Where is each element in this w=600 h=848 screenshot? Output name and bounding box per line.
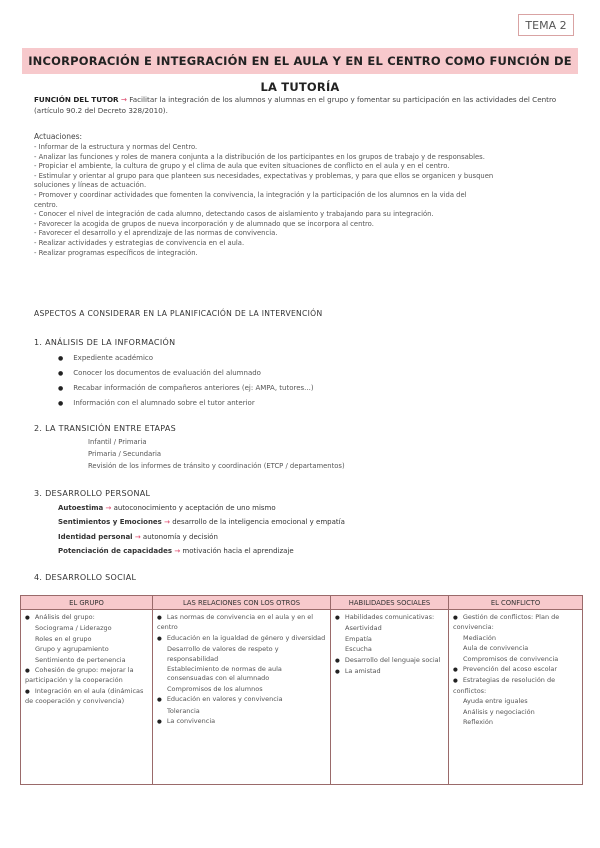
table-cell-item: ● Educación en la igualdad de género y diversidad xyxy=(157,634,327,644)
activity-line: - Informar de la estructura y normas del Centro. xyxy=(34,143,198,151)
activity-line: - Propiciar el ambiente, la cultura de grupo y el clima de aula que eviten situaciones de conflicto en el aula y en el centro. xyxy=(34,162,450,171)
table-cell-item: ● Educación en valores y convivencia xyxy=(157,695,327,705)
personal-item-key: Sentimientos y Emociones xyxy=(58,518,162,526)
section-1-title: 1. ANÁLISIS DE LA INFORMACIÓN xyxy=(34,338,176,347)
table-cell-item: Compromisos de los alumnos xyxy=(167,684,263,693)
table-header: HABILIDADES SOCIALES xyxy=(331,596,449,610)
personal-item xyxy=(58,547,294,555)
arrow-icon: → xyxy=(120,95,127,104)
section-1-item: ● Conocer los documentos de evaluación del alumnado xyxy=(58,369,261,377)
table-cell-grupo xyxy=(21,610,153,785)
table-cell-item: Grupo y agrupamiento xyxy=(35,645,109,654)
section-1-item: ● Información con el alumnado sobre el tutor anterior xyxy=(58,399,255,407)
personal-item-key: Potenciación de capacidades xyxy=(58,547,173,555)
table-cell-item: Mediación xyxy=(463,633,496,642)
activity-line: - Estimular y orientar al grupo para que planteen sus necesidades, expectativas y problemas, y para que ellos se organicen y busquen xyxy=(34,171,494,180)
activity-line: - Promover y coordinar actividades que fomenten la convivencia, la integración y la participación de los alumnos en la vida del xyxy=(34,190,467,199)
section-2-item: Infantil / Primaria xyxy=(88,438,147,446)
arrow-icon: → xyxy=(164,518,170,526)
arrow-icon: → xyxy=(105,504,112,512)
table-cell-conflicto xyxy=(449,610,583,785)
table-cell-item: Empatía xyxy=(345,634,372,643)
activity-line: - Conocer el nivel de integración de cada alumno, detectando casos de aislamiento y trabajando para su integración. xyxy=(34,210,434,219)
section-1-item: ● Recabar información de compañeros anteriores (ej: AMPA, tutores...) xyxy=(58,384,314,392)
table-cell-item: Roles en el grupo xyxy=(35,634,92,643)
table-cell-item: ● Estrategias de resolución de conflictos: xyxy=(453,676,579,696)
table-cell-item: ● Análisis del grupo: xyxy=(25,613,149,623)
activities-title: Actuaciones: xyxy=(34,132,83,141)
personal-item xyxy=(58,504,276,512)
section-2-item: Primaria / Secundaria xyxy=(88,450,162,458)
table-cell-item: ● La amistad xyxy=(335,667,445,677)
table-cell-item: ● Las normas de convivencia en el aula y en el centro xyxy=(157,613,327,633)
table-cell-item: Análisis y negociación xyxy=(463,707,535,716)
table-cell-item: Sentimiento de pertenencia xyxy=(35,655,126,664)
activity-line: soluciones y líneas de actuación. xyxy=(34,181,147,190)
section-2-title: 2. LA TRANSICIÓN ENTRE ETAPAS xyxy=(34,424,177,433)
table-cell-item: Reflexión xyxy=(463,718,493,727)
table-cell-item: ● Prevención del acoso escolar xyxy=(453,665,579,675)
table-header: EL GRUPO xyxy=(21,596,153,610)
table-cell-item: ● Cohesión de grupo: mejorar la participación y la cooperación xyxy=(25,666,149,686)
table-header: LAS RELACIONES CON LOS OTROS xyxy=(153,596,331,610)
activities-list xyxy=(34,143,564,258)
table-header: EL CONFLICTO xyxy=(449,596,583,610)
activity-line: centro. xyxy=(34,200,58,209)
table-cell-item: Compromisos de convivencia xyxy=(463,654,559,663)
tema-label: TEMA 2 xyxy=(518,14,574,36)
arrow-icon: → xyxy=(174,547,181,555)
personal-item-value: desarrollo de la inteligencia emocional y empatía xyxy=(172,518,345,526)
table-cell-item: ● Gestión de conflictos: Plan de convivencia: xyxy=(453,613,579,633)
personal-item xyxy=(58,518,345,526)
aspectos-heading: ASPECTOS A CONSIDERAR EN LA PLANIFICACIÓN DE LA INTERVENCIÓN xyxy=(34,309,323,318)
table-cell-habilidades xyxy=(331,610,449,785)
activity-line: - Realizar actividades y estrategias de convivencia en el aula. xyxy=(34,238,245,247)
table-cell-item: ● La convivencia xyxy=(157,717,327,727)
table-cell-item: Sociograma / Liderazgo xyxy=(35,624,112,633)
personal-item-value: autonomía y decisión xyxy=(142,533,218,541)
personal-item-value: autoconocimiento y aceptación de uno mismo xyxy=(113,504,276,512)
table-cell-item: ● Integración en el aula (dinámicas de cooperación y convivencia) xyxy=(25,687,149,707)
section-2-item: Revisión de los informes de tránsito y coordinación (ETCP / departamentos) xyxy=(88,462,345,470)
table-cell-item: Asertividad xyxy=(345,624,382,633)
table-cell-item: Ayuda entre iguales xyxy=(463,697,528,706)
table-cell-item: Establecimiento de normas de aula consensuadas con el alumnado xyxy=(167,665,282,683)
section-4-title: 4. DESARROLLO SOCIAL xyxy=(34,573,137,582)
table-cell-item: Escucha xyxy=(345,645,372,654)
intro-lead: FUNCIÓN DEL TUTOR xyxy=(34,95,119,104)
arrow-icon: → xyxy=(134,533,141,541)
activity-line: - Realizar programas específicos de integración. xyxy=(34,248,198,257)
intro-paragraph xyxy=(34,94,564,116)
section-3-title: 3. DESARROLLO PERSONAL xyxy=(34,489,151,498)
table-cell-item: Desarrollo de valores de respeto y responsabilidad xyxy=(167,645,279,663)
table-cell-item: Tolerancia xyxy=(167,706,200,715)
personal-item-key: Autoestima xyxy=(58,504,104,512)
table-cell-item: ● Habilidades comunicativas: xyxy=(335,613,445,623)
personal-item-key: Identidad personal xyxy=(58,533,133,541)
social-development-table xyxy=(20,595,583,785)
activity-line: - Favorecer el desarrollo y el aprendizaje de las normas de convivencia. xyxy=(34,229,278,238)
section-1-item: ● Expediente académico xyxy=(58,354,153,362)
table-cell-item: Aula de convivencia xyxy=(463,644,529,653)
personal-item-value: motivación hacia el aprendizaje xyxy=(182,547,294,555)
activity-line: - Favorecer la acogida de grupos de nueva incorporación y de alumnado que se incorpora al centro. xyxy=(34,219,374,228)
table-cell-relaciones xyxy=(153,610,331,785)
intro-text: Facilitar la integración de los alumnos y alumnas en el grupo y fomentar su participación en las actividades del Centro (artículo 90.2 del Decreto 328/2010). xyxy=(34,95,557,115)
table-cell-item: ● Desarrollo del lenguaje social xyxy=(335,656,445,666)
activity-line: - Analizar las funciones y roles de manera conjunta a la distribución de los participantes en los grupos de trabajo y de responsables. xyxy=(34,152,485,161)
page-title: INCORPORACIÓN E INTEGRACIÓN EN EL AULA Y EN EL CENTRO COMO FUNCIÓN DE LA TUTORÍA xyxy=(22,48,578,74)
personal-item xyxy=(58,533,218,541)
